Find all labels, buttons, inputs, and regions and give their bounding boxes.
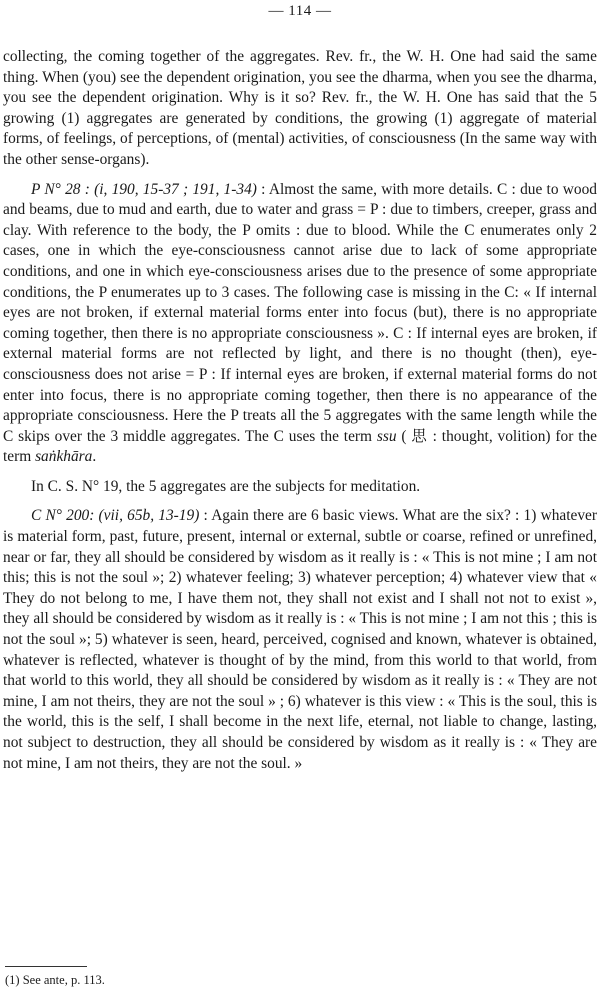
body-text <box>3 47 597 774</box>
paragraph-3: In C. S. N° 19, the 5 aggregates are the subjects for meditation. <box>31 477 421 495</box>
term-ssu: ssu <box>376 427 397 445</box>
paragraph-2-end: . <box>92 448 97 466</box>
paragraph-4-text: : Again there are 6 basic views. What are the six? : 1) whatever is material form, past, future, present, internal or external, subtle or coarse, refined or unrefined, near or far, they all should be considered by wisdom as it really is : « This is not mine ; I am not this; this is not the soul »; 2) whatever feeling; 3) whatever perception; 4) whatever view that « They do not belong to me, I have them not, they shall not exist and I shall not not to exist », they all should be considered by wisdom as it really is : « This is not mine ; I am not this ; this is not the soul »; 5) whatever is seen, heard, perceived, cognised and known, whatever is obtained, whatever is reflected, whatever is thought of by the mind, from this world to that world, from that world to this world, they all should be considered by wisdom as it really is : « They are not mine, I am not theirs, they are not the soul » ; 6) whatever is this view : « This is the soul, this is the world, this is the self, I shall become in the next life, eternal, not liable to change, lasting, not subject to destruction, they all should be considered by wisdom as it really is : « They are not mine, I am not theirs, they are not the soul. » <box>3 507 597 772</box>
paragraph-2 <box>3 180 597 468</box>
paragraph-2-text-a: : Almost the same, with more details. C : due to wood and beams, due to mud and earth, due to water and grass = P : due to timbers, creeper, grass and clay. With reference to the body, the P omits : due to blood. While the C enumerates only 2 cases, one in which the eye-consciousness cannot arise due to lack of some appropriate conditions, and one in which eye-consciousness arises due to the presence of some appropriate conditions, the P enumerates up to 3 cases. The following case is missing in the C: « If internal eyes are not broken, if external material forms enter into focus (but), there is no appropriate coming together, then there is no appropriate consciousness ». C : If internal eyes are broken, if external material forms are not reflected by light, and there is no thought (then), eye-consciousness does not arise = P : If internal eyes are broken, if external material forms do not enter into focus, there is no appropriate coming together, then there is no appearance of the appropriate consciousness. Here the P treats all the 5 aggregates with the same length while the C skips over the 3 middle aggregates. The C uses the term <box>3 180 597 445</box>
footnote: (1) See ante, p. 113. <box>5 973 105 987</box>
reference-p-28: P N° 28 : (i, 190, 15-37 ; 191, 1-34) <box>31 180 257 198</box>
paragraph-4 <box>3 506 597 774</box>
term-sankhara: saṅkhāra <box>35 448 93 466</box>
reference-c-200: C N° 200: (vii, 65b, 13-19) <box>31 507 200 525</box>
page-number: — 114 — <box>268 3 332 19</box>
footnote-divider <box>5 966 87 967</box>
paragraph-2-text-b: ( 思 : thought, volition) for the term <box>3 427 597 466</box>
paragraph-1: collecting, the coming together of the aggregates. Rev. fr., the W. H. One had said the same thing. When (you) see the dependent origination, you see the dharma, when you see the dharma, you see the dependent origination. Why is it so? Rev. fr., the W. H. One has said that the 5 growing (1) aggregates are generated by conditions, the growing (1) aggregate of material forms, of feelings, of perceptions, of (mental) activities, of consciousness (In the same way with the other sense-organs). <box>3 48 597 168</box>
